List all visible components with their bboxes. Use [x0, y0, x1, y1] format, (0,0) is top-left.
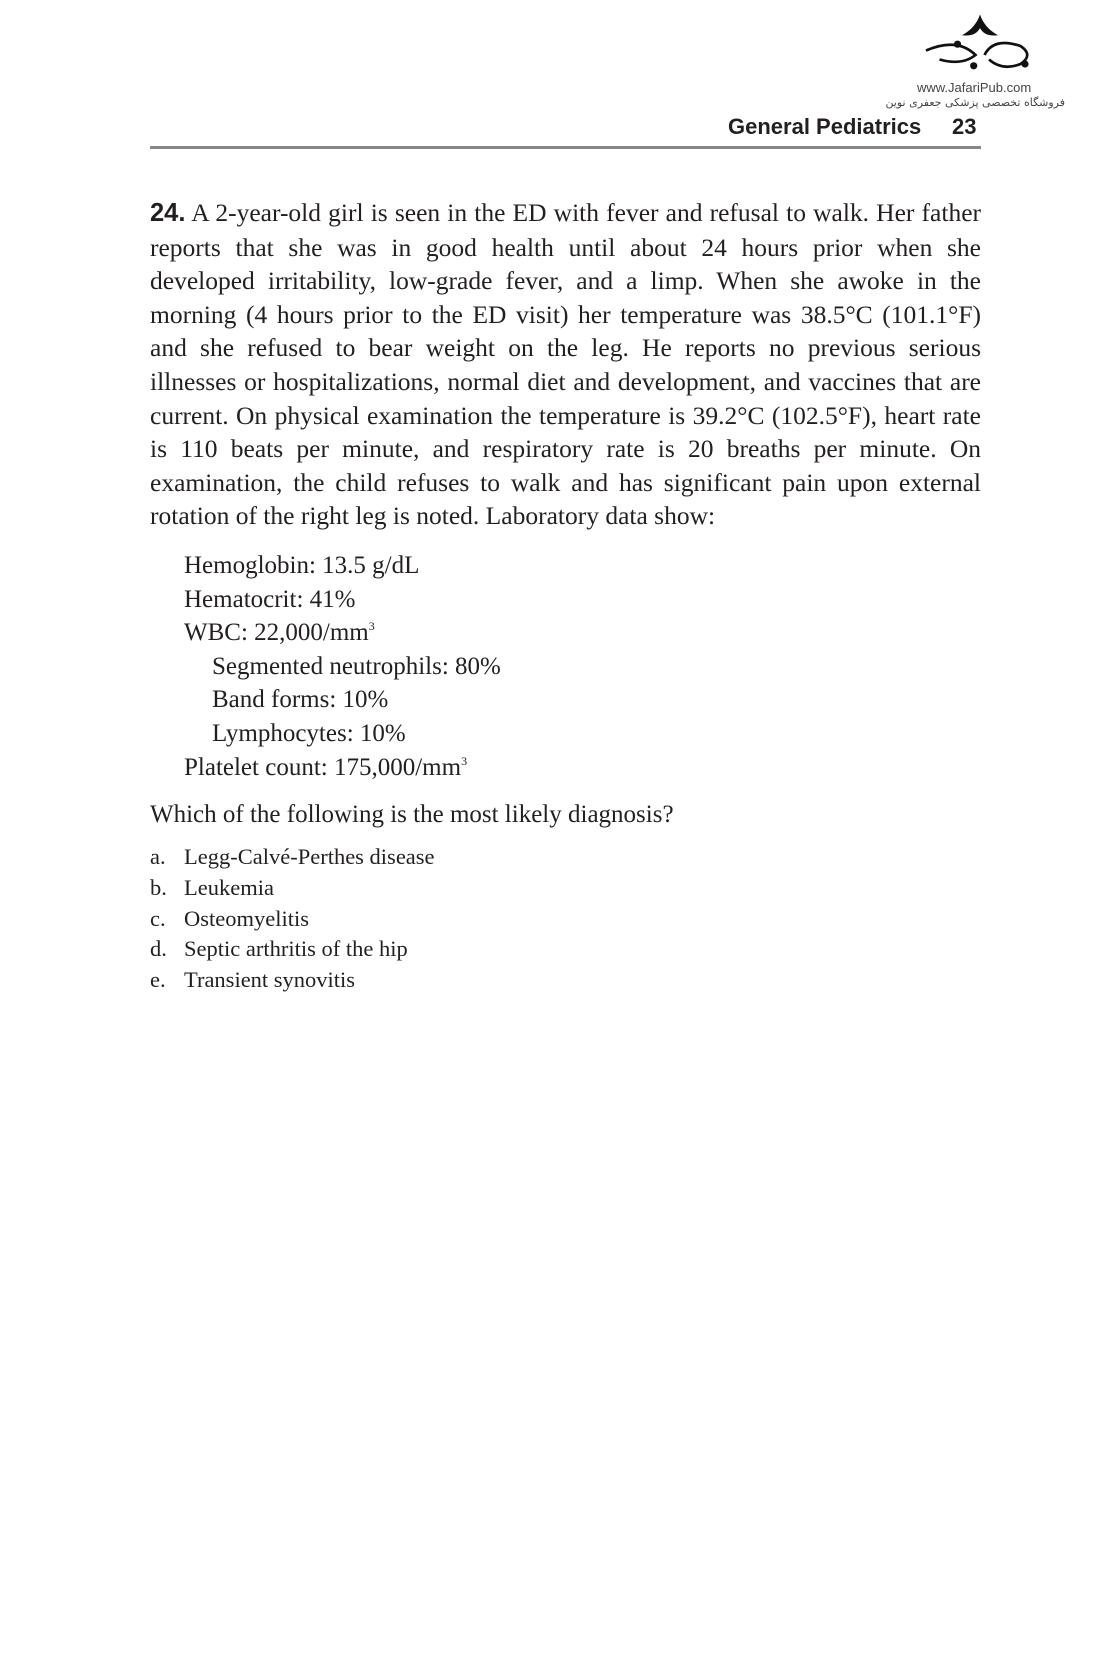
lab-wbc-text: WBC: 22,000/mm	[184, 619, 369, 647]
option-letter: b.	[150, 874, 167, 900]
option-text: Septic arthritis of the hip	[184, 936, 408, 962]
lab-bands: Band forms: 10%	[212, 686, 389, 714]
question-content	[150, 196, 981, 996]
answer-options	[150, 842, 981, 996]
option-d	[150, 934, 981, 965]
lab-hemoglobin: Hemoglobin: 13.5 g/dL	[184, 551, 420, 579]
exponent: 3	[368, 619, 375, 634]
running-title: General Pediatrics	[728, 114, 922, 139]
stem-text: A 2-year-old girl is seen in the ED with fever and refusal to walk. Her father reports that she was in good health until about 24 hours prior when she developed irritability, low-grade fever, and a limp. When she awoke in the morning (4 hours prior to the ED visit) her temperature was 38.5°C (101.1°F) and she refused to bear weight on the leg. He reports no previous serious illnesses or hospitalizations, normal diet and development, and vaccines that are current. On physical examination the temperature is 39.2°C (102.5°F), heart rate is 110 beats per minute, and respiratory rate is 20 breaths per minute. On examination, the child refuses to walk and has significant pain upon external rotation of the right leg is noted. Laboratory data show:	[150, 198, 981, 531]
option-letter: e.	[150, 967, 166, 993]
option-b	[150, 873, 981, 904]
store-name: فروشگاه تخصصی پزشکی جعفری نوین	[885, 96, 1065, 109]
option-letter: c.	[150, 905, 166, 931]
option-text: Leukemia	[184, 874, 274, 900]
option-e	[150, 965, 981, 996]
question-stem	[150, 196, 981, 533]
page-number: 23	[952, 114, 977, 139]
lab-platelets	[184, 751, 981, 785]
lab-platelets-text: Platelet count: 175,000/mm	[184, 753, 462, 781]
question-prompt: Which of the following is the most likely diagnosis?	[150, 801, 674, 829]
lab-wbc	[184, 616, 981, 650]
option-c	[150, 904, 981, 935]
option-text: Legg-Calvé-Perthes disease	[184, 844, 435, 870]
lab-values	[184, 549, 981, 784]
option-letter: a.	[150, 844, 166, 870]
option-text: Transient synovitis	[184, 967, 356, 993]
publisher-url: www.JafariPub.com	[917, 80, 1032, 95]
lab-lymphs: Lymphocytes: 10%	[212, 719, 406, 747]
option-text: Osteomyelitis	[184, 905, 309, 931]
option-letter: d.	[150, 936, 167, 962]
lab-hematocrit: Hematocrit: 41%	[184, 585, 356, 613]
exponent: 3	[461, 753, 468, 768]
question-number: 24.	[150, 199, 186, 227]
option-a	[150, 842, 981, 873]
publisher-logo	[915, 10, 1045, 82]
header-rule	[150, 146, 981, 149]
lab-segs: Segmented neutrophils: 80%	[212, 652, 501, 680]
